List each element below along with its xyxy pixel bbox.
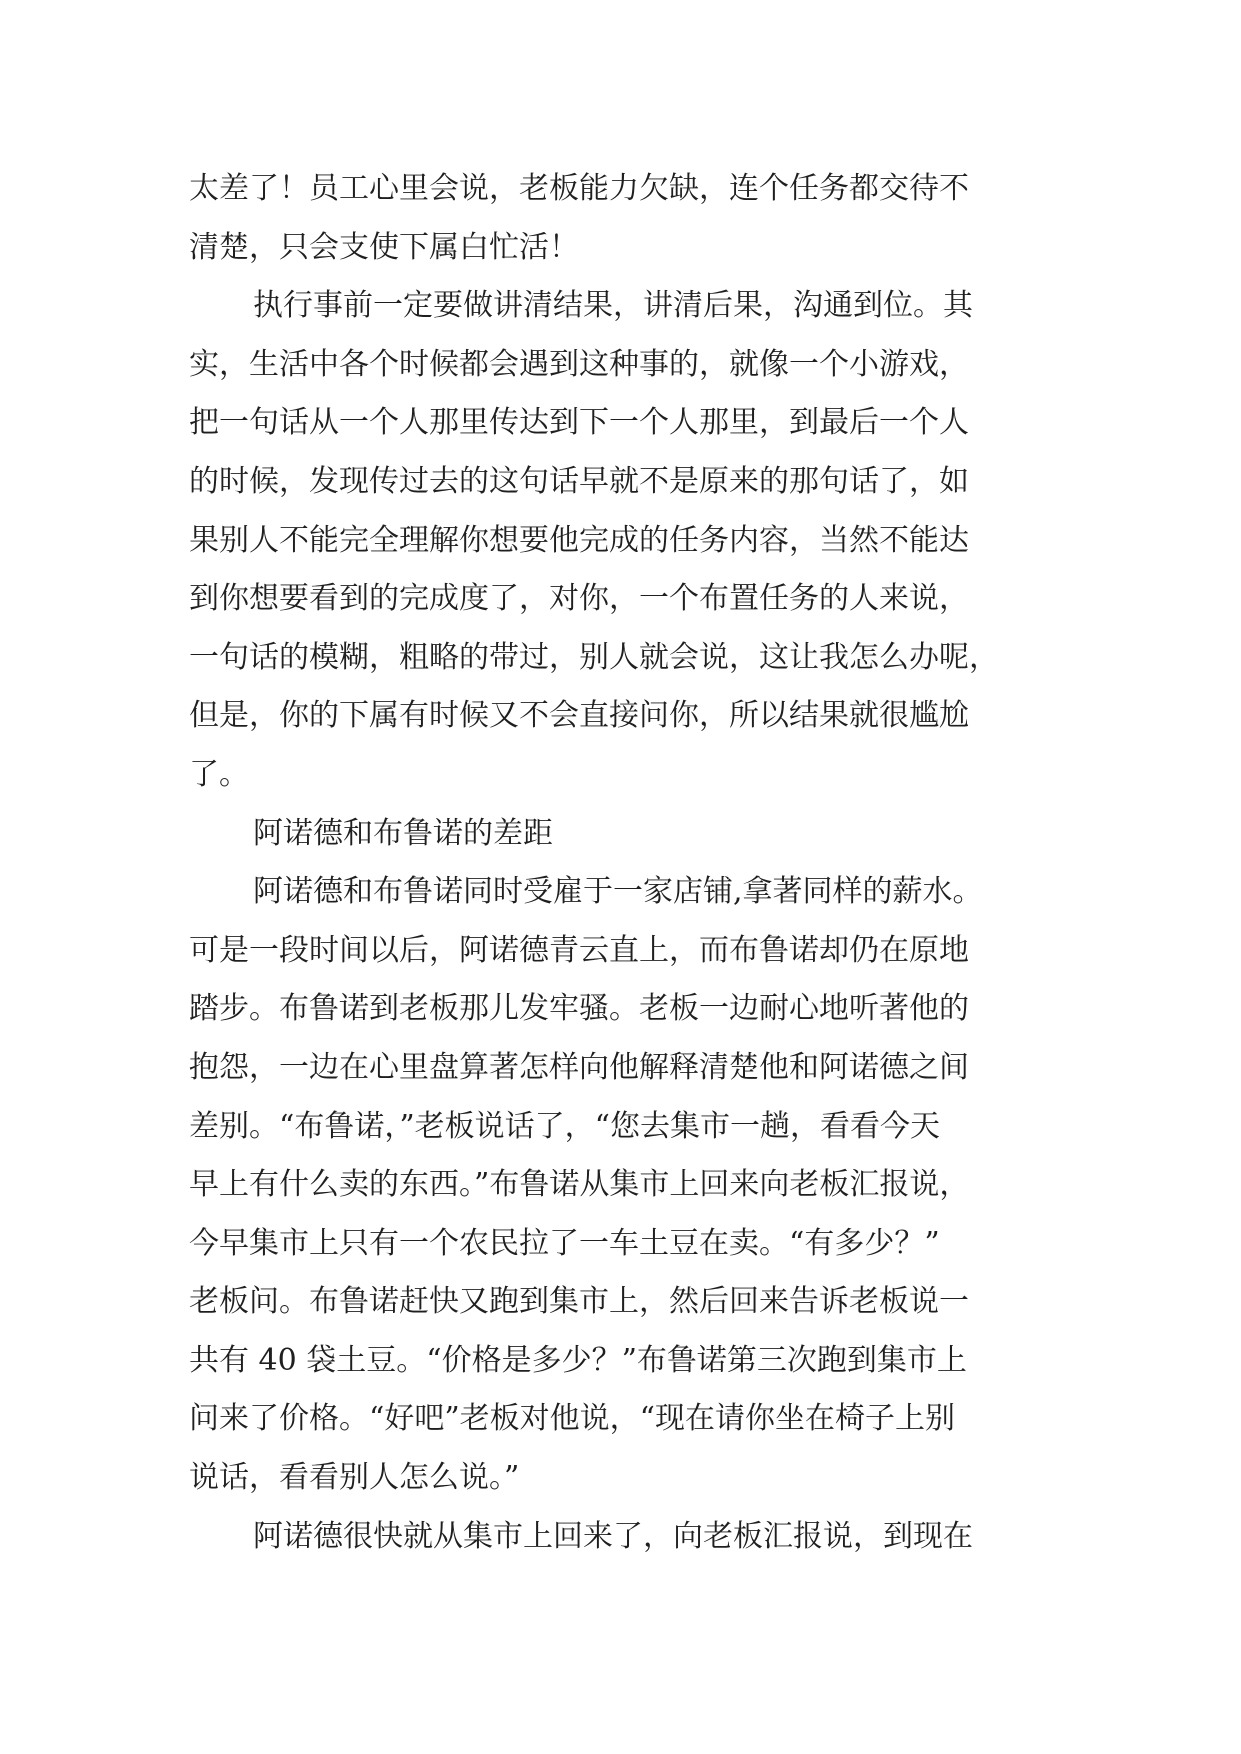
- text-line: 执行事前一定要做讲清结果，讲清后果，沟通到位。其: [253, 288, 973, 324]
- text-line: 但是，你的下属有时候又不会直接问你，所以结果就很尴尬: [189, 698, 969, 734]
- text-line: 可是一段时间以后，阿诺德青云直上，而布鲁诺却仍在原地: [189, 932, 969, 968]
- text-line: 抱怨，一边在心里盘算著怎样向他解释清楚他和阿诺德之间: [189, 1049, 969, 1085]
- text-line: 果别人不能完全理解你想要他完成的任务内容，当然不能达: [189, 522, 969, 558]
- text-line: 说话，看看别人怎么说。”: [189, 1460, 520, 1496]
- text-line: 把一句话从一个人那里传达到下一个人那里，到最后一个人: [189, 405, 969, 441]
- text-line: 一句话的模糊，粗略的带过，别人就会说，这让我怎么办呢，: [189, 639, 999, 675]
- text-line: 问来了价格。“好吧”老板对他说，“现在请你坐在椅子上别: [189, 1401, 956, 1437]
- text-line: 早上有什么卖的东西。”布鲁诺从集市上回来向老板汇报说，: [189, 1167, 970, 1203]
- text-line: 今早集市上只有一个农民拉了一车土豆在卖。“有多少？”: [189, 1225, 940, 1261]
- text-line: 差别。“布鲁诺，”老板说话了，“您去集市一趟，看看今天: [189, 1108, 941, 1144]
- text-line: 清楚，只会支使下属白忙活！: [189, 229, 579, 265]
- text-line: 的时候，发现传过去的这句话早就不是原来的那句话了，如: [189, 463, 969, 499]
- text-line: 共有 40 袋土豆。“价格是多少？”布鲁诺第三次跑到集市上: [189, 1342, 967, 1378]
- text-line: 阿诺德很快就从集市上回来了，向老板汇报说，到现在: [253, 1518, 973, 1554]
- text-line: 老板问。布鲁诺赶快又跑到集市上，然后回来告诉老板说一: [189, 1284, 969, 1320]
- text-line: 踏步。布鲁诺到老板那儿发牢骚。老板一边耐心地听著他的: [189, 991, 969, 1027]
- text-line: 到你想要看到的完成度了，对你，一个布置任务的人来说，: [189, 581, 969, 617]
- text-line: 实，生活中各个时候都会遇到这种事的，就像一个小游戏，: [189, 346, 969, 382]
- text-line: 阿诺德和布鲁诺同时受雇于一家店铺,拿著同样的薪水。: [253, 874, 983, 910]
- document-text-body: [189, 160, 1069, 1566]
- text-line: 太差了！员工心里会说，老板能力欠缺，连个任务都交待不: [189, 171, 969, 206]
- section-heading: 阿诺德和布鲁诺的差距: [253, 815, 553, 851]
- text-line: 了。: [189, 756, 249, 792]
